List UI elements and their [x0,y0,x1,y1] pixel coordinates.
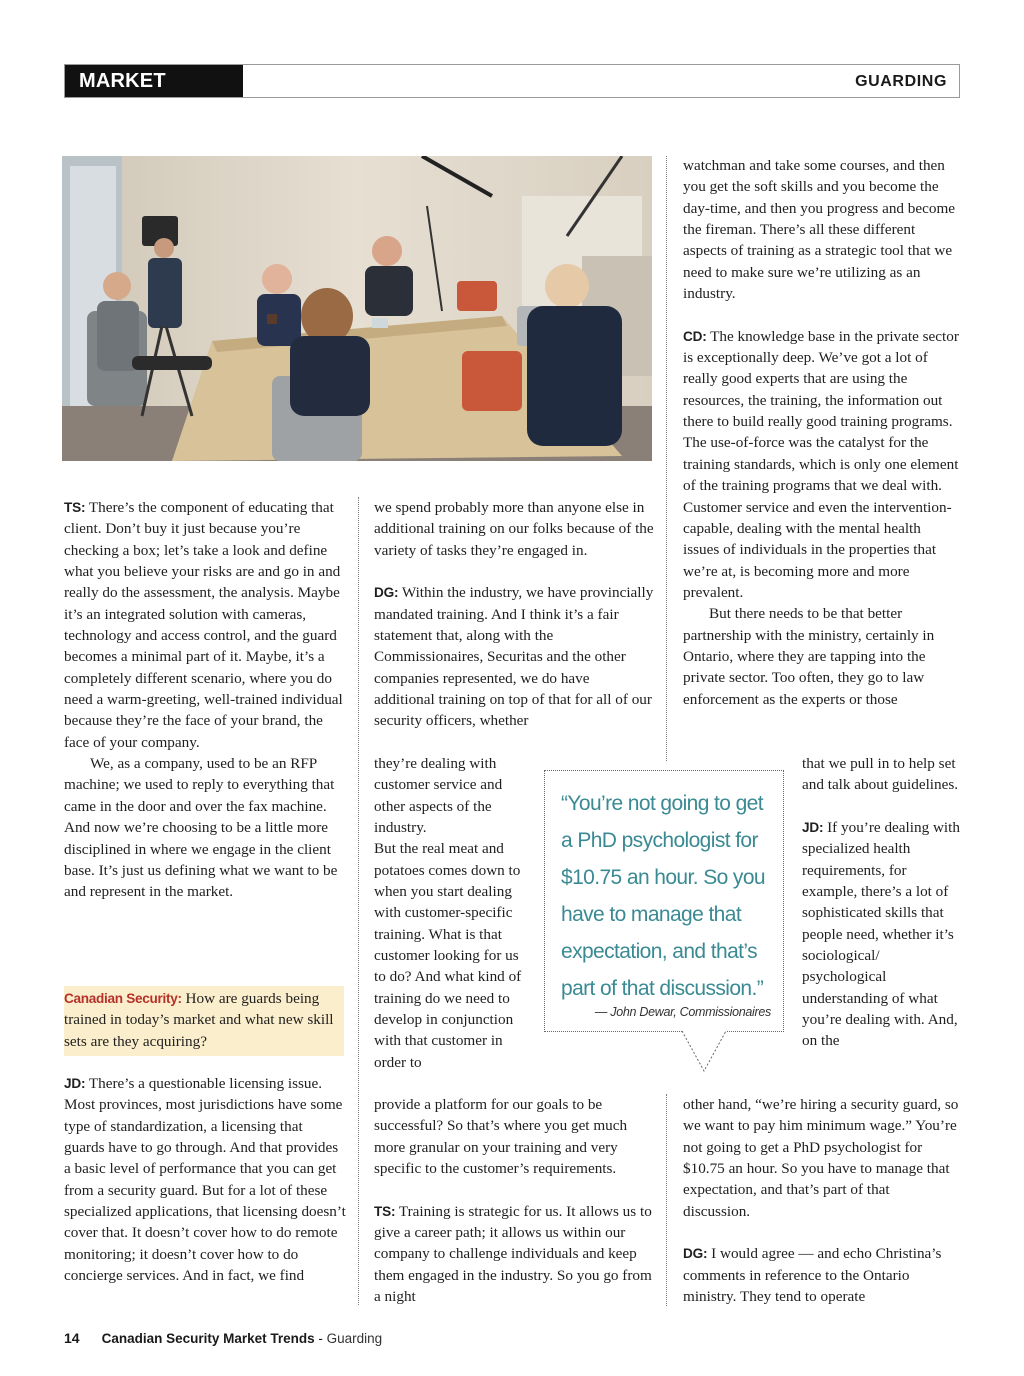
paragraph-text: I would agree — and echo Christina’s comments in reference to the Ontario ministry. They tend to operate [683,1245,942,1306]
speaker-label: DG: [374,585,399,601]
roundtable-photo [62,156,652,461]
question-label: Canadian Security: [64,991,182,1006]
question [64,988,344,1052]
section-label: MARKET TRENDS [65,65,243,97]
pull-quote-attribution: — John Dewar, Commissionaires [594,1005,771,1019]
paragraph-text: There’s the component of educating that client. Don’t buy it just because you’re checking a box; let’s take a look and define what you believe your risks are and go in and really do the assessment, the analysis. Maybe it’s an integrated solution with cameras, technology and access control, and the guard becomes a minimal part of it. Maybe, it’s a completely different scenario, where you do need a warm-greeting, well-trained individual because they’re the face of your brand, the face of your company. [64,499,343,751]
footer-section: Guarding [326,1331,383,1346]
column-divider [358,497,359,1305]
speaker-label: JD: [64,1076,86,1091]
page-number: 14 [64,1330,80,1346]
column-3-top [683,155,959,710]
pull-quote [544,770,784,1032]
paragraph-dg-1 [374,582,654,731]
column-3-middle [802,753,960,1052]
publication-name: Canadian Security Market Trends [101,1331,315,1346]
paragraph-ts-1 [64,497,346,753]
speech-pointer-icon [682,1031,726,1073]
paragraph-jd-1 [64,1073,346,1286]
question-box [64,986,344,1056]
question-text: How are guards being trained in today’s market and what new skill sets are they acquiring? [64,990,334,1050]
paragraph-continued: we spend probably more than anyone else in additional training on our folks because of the variety of tasks they’re engaged in. [374,499,654,559]
topic-label: GUARDING [855,73,947,90]
paragraph-text: Within the industry, we have provincially mandated training. And I think it’s a fair statement that, along with the Commissionaires, Securitas and the other companies represented, we do have additional training on top of that for all of our security officers, whether [374,584,654,730]
paragraph-jd-2 [802,817,960,1052]
column-3-bottom [683,1094,959,1307]
column-divider [666,156,667,761]
paragraph-dg-3 [683,1243,959,1307]
column-1 [64,497,346,903]
column-divider [666,1094,667,1306]
footer-separator: - [314,1331,327,1346]
page-footer [64,1330,382,1346]
speaker-label: TS: [374,1203,396,1219]
paragraph-dg-2: But the real meat and potatoes comes down to when you start dealing with customer-specific training. What is that customer looking for us to do? And what kind of training do we need to develop in conjunction with that customer in order to [374,840,522,1071]
paragraph-text: There’s a questionable licensing issue. Most provinces, most jurisdictions have some type of standardization, a licensing that guards have to go through. And that provides a basic level of performance that you can get from a security guard. But for a lot of these specialized applications, that licensing doesn’t cover that. It doesn’t cover how to do remote monitoring; it doesn’t cover how to do concierge services. And in fact, we find [64,1075,346,1285]
column-2-middle [374,753,524,1073]
column-1-lower [64,1073,346,1286]
column-2-top [374,497,654,732]
paragraph-text: If you’re dealing with specialized health requirements, for example, there’s a lot of sophisticated skills that people need, whether it’s sociological/ psychological understanding of what you’re dealing with. And, on the [802,819,960,1050]
paragraph-ts-3 [374,1201,654,1308]
speaker-label: TS: [64,500,86,515]
speaker-label: DG: [683,1246,708,1262]
paragraph-ts-3-cont: watchman and take some courses, and then you get the soft skills and you become the day-time, and then you progress and become the fireman. There’s all these different aspects of training as a strategic tool that we need to make sure we’re utilizing as an industry. [683,157,956,303]
paragraph-text: The knowledge base in the private sector is exceptionally deep. We’ve got a lot of really good experts that are using the resources, the training, the information out there to build really good training programs. The use-of-force was the catalyst for the training standards, which is only one element of the training programs that we deal with. Customer service and even the intervention-capable, dealing with the mental health issues of individuals in the properties that we’re at, is becoming more and more prevalent. [683,327,959,601]
paragraph-dg-1-cont: they’re dealing with customer service and other aspects of the industry. [374,755,503,837]
paragraph-jd-2-cont: other hand, “we’re hiring a security guard, so we want to pay him minimum wage.” You’re not going to get a PhD psychologist for $10.75 an hour. So you have to manage that expectation, and that’s part of that discussion. [683,1096,959,1220]
section-header-bar [64,64,960,124]
speaker-label: CD: [683,328,707,344]
paragraph-ts-2: We, as a company, used to be an RFP machine; we used to reply to everything that came in the door and over the fax machine. And now we’re choosing to be a little more disciplined in where we engage in the client base. It’s just us defining what we want to be and represent in the market. [64,755,338,901]
paragraph-cd-1 [683,326,959,603]
paragraph-cd-2-cont: that we pull in to help set and talk about guidelines. [802,755,959,794]
pull-quote-text: “You’re not going to get a PhD psychologist for $10.75 an hour. So you have to manage that expectation, and that’s part of that discussion.” [561,792,765,1000]
column-2-bottom [374,1094,654,1307]
paragraph-dg-2-cont: provide a platform for our goals to be successful? So that’s where you get much more granular on your training and very specific to the customer’s requirements. [374,1096,628,1178]
paragraph-cd-2: But there needs to be that better partnership with the ministry, certainly in Ontario, where they are tapping into the private sector. Too often, they go to law enforcement as the experts or those [683,605,935,708]
speaker-label: JD: [802,820,824,836]
paragraph-text: Training is strategic for us. It allows us to give a career path; it allows us within our company to challenge individuals and keep them engaged in the industry. So you go from a night [374,1202,652,1306]
